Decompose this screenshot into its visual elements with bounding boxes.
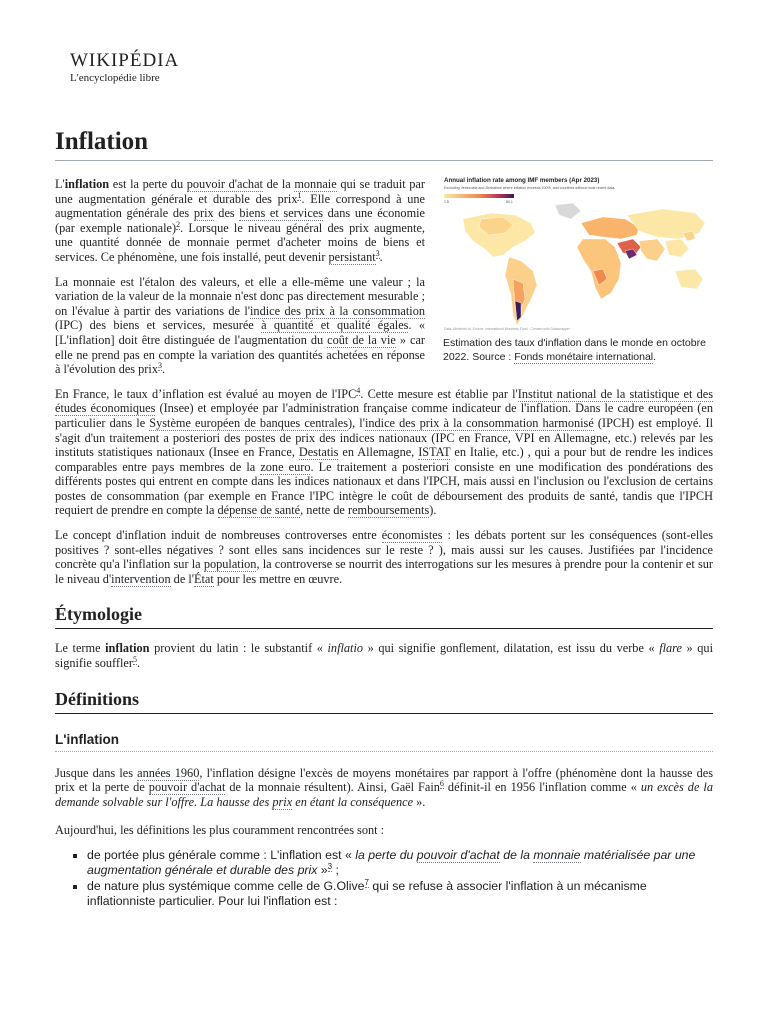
logo-tagline: L'encyclopédie libre <box>70 72 160 84</box>
link-insee[interactable]: Institut national de la statistique et des études économiques <box>55 386 713 416</box>
link-economistes[interactable]: économistes <box>381 528 443 543</box>
link-quantite-qualite[interactable]: à quantité et qualité égales <box>261 318 409 333</box>
ref-3b[interactable]: 3 <box>157 361 162 371</box>
map-legend-scale <box>444 194 514 198</box>
link-etat[interactable]: État <box>193 571 214 586</box>
legend-max: 80.1 <box>506 200 513 204</box>
logo-wordmark: WIKIPÉDIA <box>70 50 180 71</box>
inflation-world-map[interactable] <box>443 175 713 333</box>
page-title: Inflation <box>55 128 713 161</box>
link-annees-1960[interactable]: années 1960 <box>137 765 200 780</box>
lead-paragraph-2: La monnaie est l'étalon des valeurs, et elle a elle-même une valeur ; la variation de la valeur de la monnaie n'est donc pas directement mesurable ; on l'évalue à partir des variations de l'indice des prix à la consommation (IPC) des biens et services, mesurée à quantité et qualité égales. « [L'inflation] doit être distinguée de l'augmentation du coût de la vie » car elle ne prend pas en compte la variation des quantités achetées en réponse à l'évolution des prix$^3$. <box>55 274 426 377</box>
link-monnaie[interactable]: monnaie <box>294 177 337 191</box>
link-sebc[interactable]: Système européen de banques centrales <box>149 415 349 430</box>
link-istat[interactable]: ISTAT <box>418 445 451 460</box>
list-item: ▪ de portée plus générale comme : L'inflation est « la perte du pouvoir d'achat de la monnaie matérialisée par une augmentation générale et durable des prix »$^3$ ; <box>87 848 713 877</box>
legend-min: 1.8 <box>444 200 449 204</box>
link-prix[interactable]: prix <box>193 206 214 221</box>
map-subtitle: Excluding Venezuela and Zimbabwe where inflation exceeds 100%, and countries without most recent data. <box>444 186 616 190</box>
map-credit: Data: Abhishek.tri, Source: International Monetary Fund · Created with Datawrapper <box>444 327 570 331</box>
link-remboursements[interactable]: remboursements <box>347 503 430 518</box>
figure-caption: Estimation des taux d'inflation dans le monde en octobre 2022. Source : Fonds monétaire international. <box>443 337 706 363</box>
link-prix-2[interactable]: prix <box>272 794 293 809</box>
link-zone-euro[interactable]: zone euro <box>260 459 311 474</box>
link-destatis[interactable]: Destatis <box>298 445 339 460</box>
wikipedia-logo[interactable] <box>70 50 179 84</box>
ref-3[interactable]: 3 <box>375 248 380 258</box>
ref-7[interactable]: 7 <box>364 878 369 888</box>
imf-link[interactable]: Fonds monétaire international <box>514 350 654 363</box>
definitions-paragraph-1: Jusque dans les années 1960, l'inflation désigne l'excès de moyens monétaires par rapport à l'offre (phénomène dont la hausse des prix et la perte de pouvoir d'achat de la monnaie résultent). Ainsi, Gaël Fain$^6$ définit-il en 1956 l'inflation comme « un excès de la demande solvable sur l'offre. La hausse des prix en étant la conséquence ». <box>55 765 713 809</box>
link-biens-services[interactable]: biens et services <box>239 206 324 221</box>
link-pouvoir-achat-3[interactable]: pouvoir d'achat <box>416 848 500 862</box>
inflation-map-figure <box>443 175 713 364</box>
ref-5[interactable]: 5 <box>132 654 137 664</box>
heading-linflation: L'inflation <box>55 732 713 752</box>
ref-3c[interactable]: 3 <box>327 861 333 871</box>
link-population[interactable]: population <box>203 557 257 572</box>
concept-paragraph: Le concept d'inflation induit de nombreuses controverses entre économistes : les débats portent sur les conséquences (sont-elles positives ? sont-elles négatives ? sont elles sans incidences sur le reste ? ), mais aussi sur les causes. Justifiées par l'incidence concrète qu'a l'inflation sur la population, la controverse se nourrit des interrogations sur les mesures à prendre pour la contenir et sur le niveau d'intervention de l'État pour les mettre en œuvre. <box>55 528 714 586</box>
list-item: ▪ de nature plus systémique comme celle de G.Olive$^7$ qui se refuse à associer l'inflation à un mécanisme inflationniste particulier. Pour lui l'inflation est : <box>87 879 713 908</box>
ref-2[interactable]: 2 <box>176 219 181 229</box>
france-paragraph: En France, le taux d’inflation est évalué au moyen de l'IPC$^4$. Cette mesure est établie par l'Institut national de la statistique et des études économiques (Insee) et employée par l'administration française comme indicateur de l'inflation. Dans le cadre européen (en particulier dans le Système européen de banques centrales), l'indice des prix à la consommation harmonisé (IPCH) est employé. Il s'agit d'un traitement a posteriori des postes de prix des indices nationaux (IPC en France, VPI en Allemagne, etc.) relevés par les instituts statistiques nationaux (Insee en France, Destatis en Allemagne, ISTAT en Italie, etc.) , qui a pour but de rendre les indices comparables entre pays membres de la zone euro. Le traitement a posteriori consiste en une modification des pondérations des différents postes qui entrent en compte dans les indices nationaux et dans l'IPCH, mais aussi en l'inclusion ou l'exclusion de certains postes de consommation (par exemple en France l'IPC intègre le coût de déboursement des produits de santé, tandis que l'IPCH requiert de prendre en compte la dépense de santé, nette de remboursements). <box>55 385 714 518</box>
link-pouvoir-achat-2[interactable]: pouvoir d'achat <box>148 780 226 795</box>
heading-definitions: Définitions <box>55 689 713 714</box>
article <box>55 128 713 910</box>
link-cout-vie[interactable]: coût de la vie <box>327 332 396 347</box>
ref-1[interactable]: 1 <box>297 190 302 200</box>
link-persistant[interactable]: persistant <box>328 249 376 264</box>
ref-4[interactable]: 4 <box>356 385 361 395</box>
link-ipc[interactable]: indice des prix à la consommation <box>250 303 425 318</box>
link-monnaie-2[interactable]: monnaie <box>533 848 581 862</box>
link-pouvoir-achat[interactable]: pouvoir d'achat <box>186 177 263 191</box>
link-depense-sante[interactable]: dépense de santé <box>217 503 301 518</box>
heading-etymologie: Étymologie <box>55 604 713 629</box>
link-ipch[interactable]: indice des prix à la consommation harmonisé <box>364 415 594 430</box>
link-intervention[interactable]: intervention <box>111 571 171 586</box>
ref-6[interactable]: 6 <box>439 779 444 789</box>
map-title: Annual inflation rate among IMF members (Apr 2023) <box>444 177 600 184</box>
definitions-list <box>55 848 713 908</box>
definitions-paragraph-2: Aujourd'hui, les définitions les plus couramment rencontrées sont : <box>55 823 385 838</box>
etymologie-paragraph: Le terme inflation provient du latin : le substantif « inflatio » qui signifie gonflement, dilatation, est issu du verbe « flare » qui signifie souffler$^5$. <box>55 641 713 671</box>
lead-paragraph-1: L'inflation est la perte du pouvoir d'achat de la monnaie qui se traduit par une augmentation générale et durable des prix$^1$. Elle correspond à une augmentation générale des prix des biens et services dans une économie (par exemple nationale)$^2$. Lorsque le niveau général des prix augmente, une quantité donnée de monnaie permet d'acheter moins de biens et services. Ce phénomène, une fois installé, peut devenir persistant$^3$. <box>55 177 426 264</box>
